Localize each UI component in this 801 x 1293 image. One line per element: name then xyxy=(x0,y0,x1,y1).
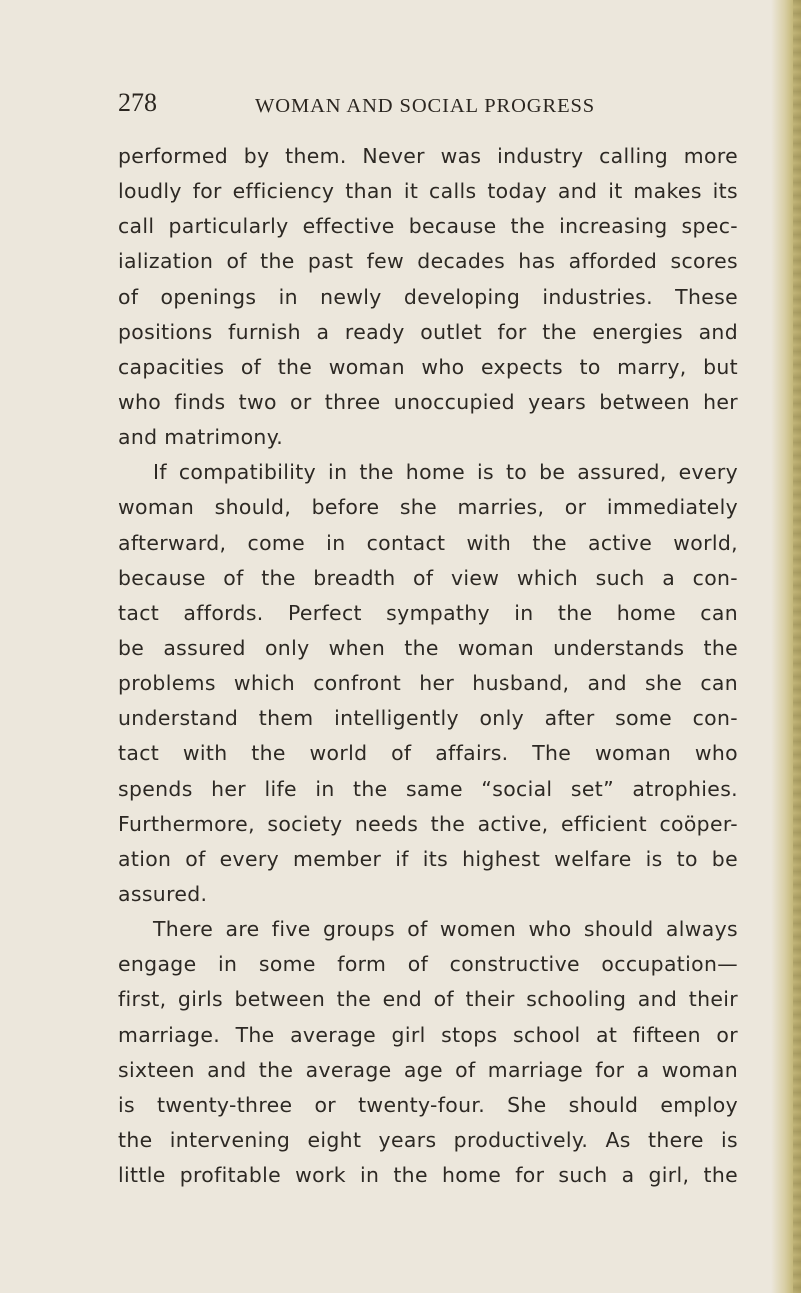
text-line: capacities of the woman who expects to marry, but xyxy=(118,354,738,379)
body-text xyxy=(118,139,738,1193)
text-line: marriage. The average girl stops school at fifteen or xyxy=(118,1022,738,1047)
paragraph-first-line: There are five groups of women who should always xyxy=(153,917,738,942)
text-line: and matrimony. xyxy=(118,425,284,450)
text-line: assured. xyxy=(118,881,208,906)
page-edge-shadow xyxy=(771,0,801,1293)
running-head: WOMAN AND SOCIAL PROGRESS xyxy=(255,95,596,117)
text-line: performed by them. Never was industry calling more xyxy=(118,144,738,168)
text-line: ialization of the past few decades has afforded scores xyxy=(118,249,738,274)
text-line: ation of every member if its highest welfare is to be xyxy=(118,846,738,871)
text-line: problems which confront her husband, and she can xyxy=(118,671,738,696)
page-header xyxy=(118,84,738,124)
paragraph-first-line: If compatibility in the home is to be assured, every xyxy=(153,460,738,485)
text-line: positions furnish a ready outlet for the energies and xyxy=(118,319,738,344)
text-line: who finds two or three unoccupied years between her xyxy=(118,389,738,414)
text-line: because of the breadth of view which such a con- xyxy=(118,565,738,590)
text-line: spends her life in the same “social set” atrophies. xyxy=(118,776,738,801)
text-line: tact affords. Perfect sympathy in the home can xyxy=(118,600,738,625)
text-line: little profitable work in the home for such a girl, the xyxy=(118,1163,738,1188)
text-line: engage in some form of constructive occupation— xyxy=(118,952,738,977)
page-number: 278 xyxy=(118,88,157,117)
text-line: the intervening eight years productively. As there is xyxy=(118,1127,738,1152)
text-line: loudly for efficiency than it calls today and it makes its xyxy=(118,179,738,204)
text-line: call particularly effective because the increasing spec- xyxy=(118,214,738,239)
text-line: sixteen and the average age of marriage for a woman xyxy=(118,1057,738,1082)
text-line: afterward, come in contact with the active world, xyxy=(118,530,738,555)
text-line: of openings in newly developing industries. These xyxy=(118,284,738,309)
text-line: tact with the world of affairs. The woman who xyxy=(118,741,738,766)
text-line: woman should, before she marries, or immediately xyxy=(118,495,738,520)
text-line: understand them intelligently only after some con- xyxy=(118,706,738,731)
text-line: Furthermore, society needs the active, efficient coöper- xyxy=(118,811,738,836)
text-line: be assured only when the woman understands the xyxy=(118,635,738,660)
text-line: first, girls between the end of their schooling and their xyxy=(118,987,738,1012)
text-line: is twenty-three or twenty-four. She should employ xyxy=(118,1092,738,1117)
